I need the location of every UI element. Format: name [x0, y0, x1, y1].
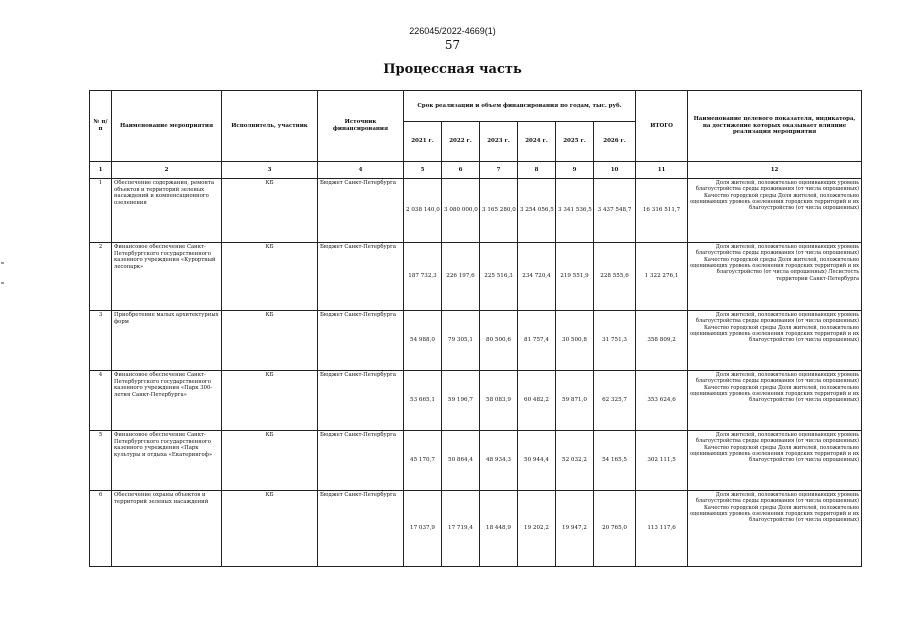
table-body — [90, 179, 862, 567]
indicator-text: Доля жителей, положительно оценивающих уровень благоустройства среды проживания (от числа опрошенных) Качество городской среды Доля жителей, положительно оценивающих уровень озеленения городских территорий и их благоустройство (от числа опрошенных) Лесистость территории Санкт-Петербурга — [688, 243, 862, 311]
year-value: 60 482,2 — [518, 371, 556, 431]
year-value: 187 732,3 — [404, 243, 442, 311]
column-number: 7 — [480, 162, 518, 179]
header-funding-group: Срок реализации и объем финансирования по годам, тыс. руб. — [404, 91, 636, 122]
total-value: 358 809,2 — [636, 311, 688, 371]
section-title: Процессная часть — [383, 62, 522, 77]
total-value: 1 322 276,1 — [636, 243, 688, 311]
activity-name: Финансовое обеспечение Санкт-Петербургского государственного казенного учреждения «Курортный лесопарк» — [112, 243, 222, 311]
scan-mark — [1, 262, 4, 264]
header-no: № п/п — [90, 91, 112, 162]
table-row — [90, 179, 862, 243]
year-value: 52 032,2 — [556, 431, 594, 491]
funding-source: Бюджет Санкт-Петербурга — [318, 243, 404, 311]
year-value: 62 325,7 — [594, 371, 636, 431]
year-value: 50 944,4 — [518, 431, 556, 491]
year-value: 59 871,0 — [556, 371, 594, 431]
column-number: 10 — [594, 162, 636, 179]
header-year: 2024 г. — [518, 122, 556, 162]
year-value: 45 170,7 — [404, 431, 442, 491]
funding-source: Бюджет Санкт-Петербурга — [318, 491, 404, 567]
funding-source: Бюджет Санкт-Петербурга — [318, 179, 404, 243]
year-value: 54 165,5 — [594, 431, 636, 491]
executor: КБ — [222, 311, 318, 371]
activity-name: Приобретение малых архитектурных форм — [112, 311, 222, 371]
year-value: 3 437 548,7 — [594, 179, 636, 243]
executor: КБ — [222, 179, 318, 243]
executor: КБ — [222, 431, 318, 491]
header-year: 2022 г. — [442, 122, 480, 162]
table-row — [90, 371, 862, 431]
funding-source: Бюджет Санкт-Петербурга — [318, 371, 404, 431]
header-total: ИТОГО — [636, 91, 688, 162]
column-number: 6 — [442, 162, 480, 179]
total-value: 353 624,6 — [636, 371, 688, 431]
year-value: 228 555,6 — [594, 243, 636, 311]
year-value: 226 197,6 — [442, 243, 480, 311]
year-value: 3 341 536,5 — [556, 179, 594, 243]
header-source: Источник финансирования — [318, 91, 404, 162]
year-value: 54 988,0 — [404, 311, 442, 371]
row-number: 3 — [90, 311, 112, 371]
column-number: 11 — [636, 162, 688, 179]
funding-source: Бюджет Санкт-Петербурга — [318, 431, 404, 491]
row-number: 1 — [90, 179, 112, 243]
total-value: 16 316 511,7 — [636, 179, 688, 243]
row-number: 6 — [90, 491, 112, 567]
year-value: 3 254 056,5 — [518, 179, 556, 243]
year-value: 79 305,1 — [442, 311, 480, 371]
header-year: 2023 г. — [480, 122, 518, 162]
column-number: 5 — [404, 162, 442, 179]
header-executor: Исполнитель, участник — [222, 91, 318, 162]
indicator-text: Доля жителей, положительно оценивающих уровень благоустройства среды проживания (от числа опрошенных) Качество городской среды Доля жителей, положительно оценивающих уровень озеленения городских территорий и их благоустройство (от числа опрошенных) — [688, 431, 862, 491]
year-value: 80 500,6 — [480, 311, 518, 371]
header-year: 2025 г. — [556, 122, 594, 162]
year-value: 59 196,7 — [442, 371, 480, 431]
column-number: 1 — [90, 162, 112, 179]
column-number: 2 — [112, 162, 222, 179]
header-name: Наименование мероприятия — [112, 91, 222, 162]
year-value: 30 500,8 — [556, 311, 594, 371]
total-value: 113 117,6 — [636, 491, 688, 567]
column-number-row — [90, 162, 862, 179]
year-value: 19 202,2 — [518, 491, 556, 567]
year-value: 18 448,9 — [480, 491, 518, 567]
year-value: 2 038 140,0 — [404, 179, 442, 243]
indicator-text: Доля жителей, положительно оценивающих уровень благоустройства среды проживания (от числа опрошенных) Качество городской среды Доля жителей, положительно оценивающих уровень озеленения городских территорий и их благоустройство (от числа опрошенных) — [688, 179, 862, 243]
year-value: 58 083,9 — [480, 371, 518, 431]
indicator-text: Доля жителей, положительно оценивающих уровень благоустройства среды проживания (от числа опрошенных) Качество городской среды Доля жителей, положительно оценивающих уровень озеленения городских территорий и их благоустройство (от числа опрошенных) — [688, 371, 862, 431]
indicator-text: Доля жителей, положительно оценивающих уровень благоустройства среды проживания (от числа опрошенных) Качество городской среды Доля жителей, положительно оценивающих уровень озеленения городских территорий и их благоустройство (от числа опрошенных) — [688, 311, 862, 371]
year-value: 53 665,1 — [404, 371, 442, 431]
executor: КБ — [222, 491, 318, 567]
table-row — [90, 243, 862, 311]
document-number: 226045/2022-4669(1) — [409, 26, 496, 36]
year-value: 48 934,3 — [480, 431, 518, 491]
year-value: 3 080 000,0 — [442, 179, 480, 243]
row-number: 5 — [90, 431, 112, 491]
executor: КБ — [222, 371, 318, 431]
funding-source: Бюджет Санкт-Петербурга — [318, 311, 404, 371]
row-number: 4 — [90, 371, 112, 431]
year-value: 17 037,9 — [404, 491, 442, 567]
year-value: 17 719,4 — [442, 491, 480, 567]
column-number: 12 — [688, 162, 862, 179]
column-number: 4 — [318, 162, 404, 179]
column-number: 8 — [518, 162, 556, 179]
executor: КБ — [222, 243, 318, 311]
year-value: 219 551,9 — [556, 243, 594, 311]
year-value: 19 947,2 — [556, 491, 594, 567]
year-value: 234 720,4 — [518, 243, 556, 311]
column-number: 9 — [556, 162, 594, 179]
page-number: 57 — [444, 38, 461, 52]
scan-mark — [1, 282, 4, 284]
header-year: 2026 г. — [594, 122, 636, 162]
year-value: 81 757,4 — [518, 311, 556, 371]
activity-name: Финансовое обеспечение Санкт-Петербургского государственного казенного учреждения «Парк культуры и отдыха «Екатерингоф» — [112, 431, 222, 491]
column-number: 3 — [222, 162, 318, 179]
activity-name: Обеспечение охраны объектов и территорий зеленых насаждений — [112, 491, 222, 567]
year-value: 50 864,4 — [442, 431, 480, 491]
table-row — [90, 431, 862, 491]
activity-name: Финансовое обеспечение Санкт-Петербургского государственного казенного учреждения «Парк 300-летия Санкт-Петербурга» — [112, 371, 222, 431]
indicator-text: Доля жителей, положительно оценивающих уровень благоустройства среды проживания (от числа опрошенных) Качество городской среды Доля жителей, положительно оценивающих уровень озеленения городских территорий и их благоустройство (от числа опрошенных) — [688, 491, 862, 567]
activity-name: Обеспечение содержания, ремонта объектов и территорий зеленых насаждений и компенсационного озеленения — [112, 179, 222, 243]
year-value: 20 765,0 — [594, 491, 636, 567]
row-number: 2 — [90, 243, 112, 311]
year-value: 31 751,3 — [594, 311, 636, 371]
year-value: 3 165 280,0 — [480, 179, 518, 243]
table-row — [90, 311, 862, 371]
table-row — [90, 491, 862, 567]
table-header — [90, 91, 862, 179]
header-indicator: Наименование целевого показателя, индикатора, на достижение которых оказывает влияние реализация мероприятия — [688, 91, 862, 162]
funding-table — [89, 90, 862, 567]
year-value: 225 516,3 — [480, 243, 518, 311]
total-value: 302 111,5 — [636, 431, 688, 491]
header-year: 2021 г. — [404, 122, 442, 162]
